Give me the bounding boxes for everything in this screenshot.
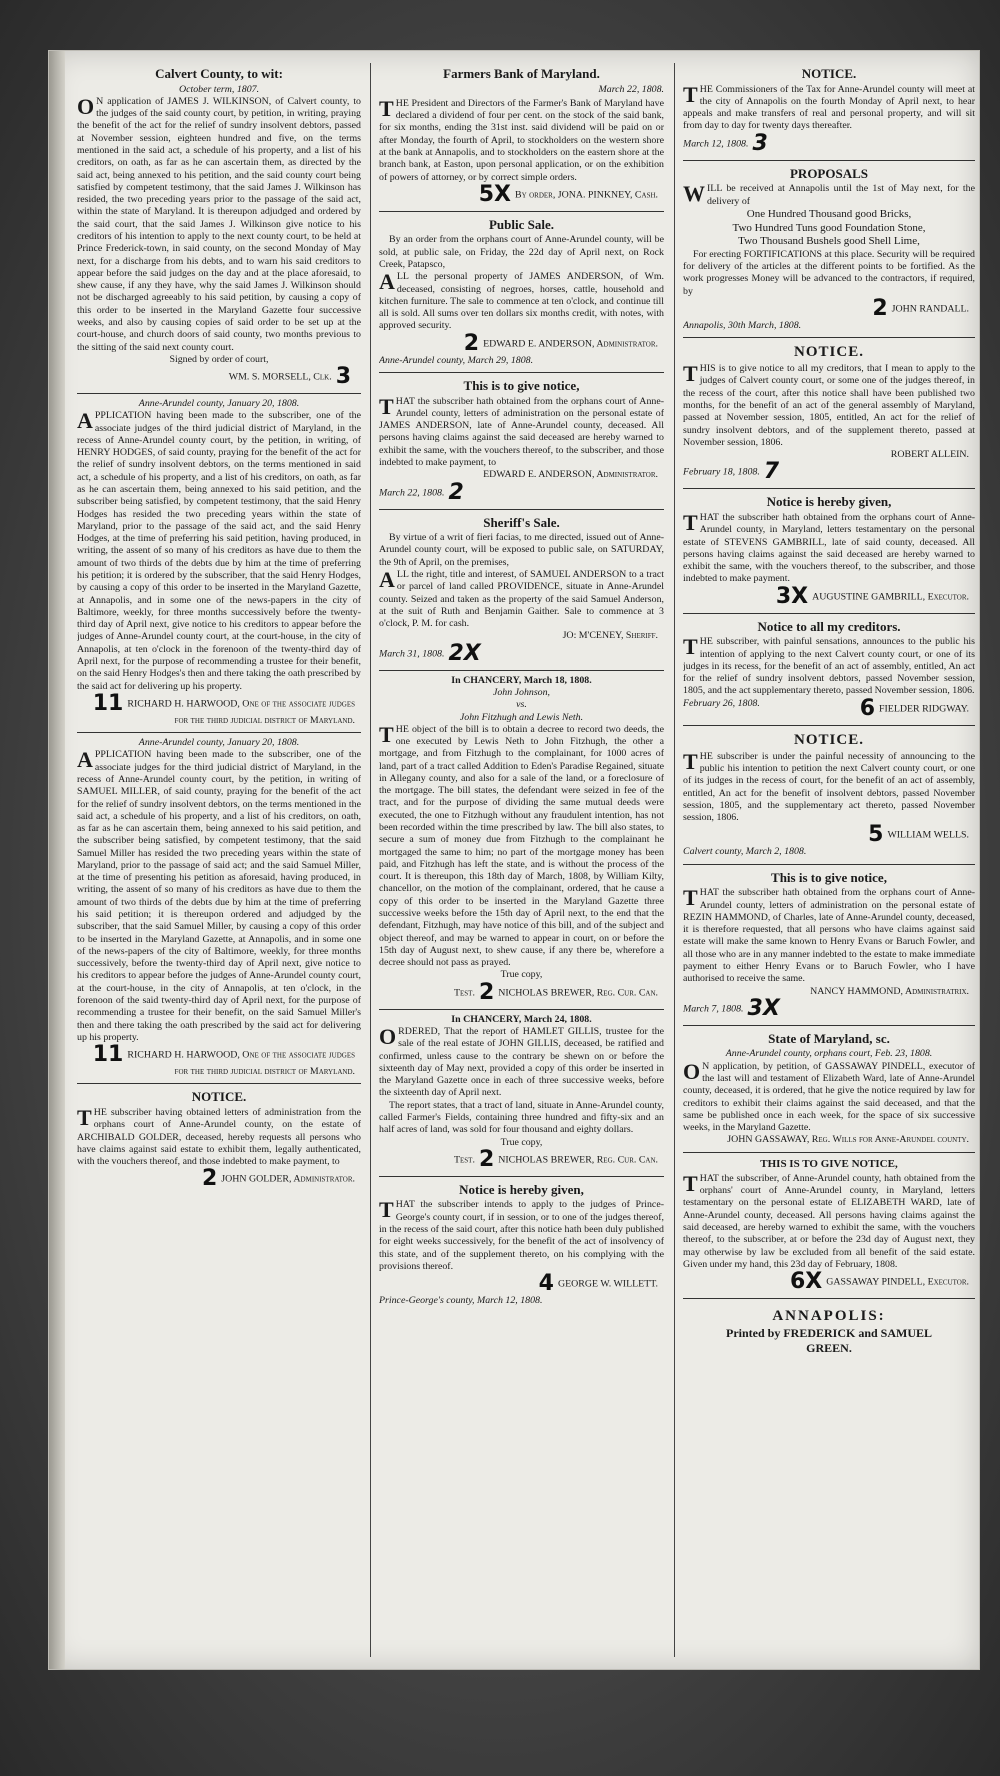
notice-place-date: [683, 995, 975, 1021]
signature-text: By order, JONA. PINKNEY, Cash.: [514, 189, 658, 201]
notice-signature: [379, 1273, 664, 1295]
notice-intro: By virtue of a writ of fieri facias, to me directed, issued out of Anne-Arundel county court, will be exposed to public sale, on SATURDAY, the 9th of April, on the premises,: [379, 532, 664, 568]
notice-body: APPLICATION having been made to the subscriber, one of the associate judges of the third judicial district of Maryland, in the recess of Anne-Arundel county court, by the petition, in writing, of HENRY HODGES, of said county, praying for the benefit of the act for the relief of sundry insolvent debtors, on the terms mentioned in said act, a schedule of his property, and a list of his creditors, on oath, as far as he can ascertain them, being annexed to his said petition, and the subscriber being satisfied, by competent testimony, that the said Henry Hodges has resided the two preceding years within the state of Maryland, prior to the passage of the said act, and the said Henry Hodges, at the time of preferring his said petition, having produced, in writing, the assent of so many of his creditors as have due to them the amount of two thirds of the debts due by him at the time of preferring his petition; it is ordered by the subscriber, that the said Henry Hodges, by causing a copy of this order to be inserted in the Maryland Gazette, at Annapolis, and in some one of the news-papers in the city of Baltimore, weekly, for three months successively before the twenty-third day of April next, give notice to his creditors to appear before the judges of Anne-Arundel county court, at the court-house, in the city of Annapolis, at ten o'clock in the forenoon of the twenty-third day of April next, for the purpose of recommending a trustee for their benefit, on the said Henry Hodges's then and there taking the oath prescribed by the said act for delivering up his property.: [77, 408, 361, 692]
handwritten-mark: 2: [478, 1146, 495, 1172]
proposal-item: Two Thousand Bushels good Shell Lime,: [738, 235, 920, 248]
notice-heading: Sheriff's Sale.: [483, 514, 560, 530]
handwritten-mark: 2: [872, 295, 888, 321]
handwritten-mark: 11: [92, 1042, 124, 1068]
signature-text: WM. S. MORSELL, Clk.: [228, 371, 332, 383]
notice-body: THAT the subscriber, of Anne-Arundel county, hath obtained from the orphans' court of Anne-Arundel county, in Maryland, letters testamentary on the personal estate of ELIZABETH WARD, late of Anne-Arundel county, deceased. All persons having claims against the said deceased, are hereby warned to exhibit the same, with the vouchers thereof, to the subscriber, at or before the 23d day of August next, they may otherwise by law be excluded from all benefit of the said estate. Given under my hand, this 23d day of February, 1808.: [683, 1170, 975, 1270]
notice-heading: THIS IS TO GIVE NOTICE,: [760, 1157, 898, 1170]
column-right: [683, 65, 975, 1659]
notice-body: THAT the subscriber intends to apply to the judges of Prince-George's county court, if in session, or to one of the judges thereof, in the recess of the said court, after this notice hath been duly published for eight weeks successively, for the benefit of the act of insolvency of this state, and of the supplement thereto, on his complying with the provisions thereof.: [379, 1197, 664, 1272]
notice-farmers-bank: [379, 66, 664, 206]
notice-signature: JOHN GASSAWAY, Reg. Wills for Anne-Arundel county.: [727, 1134, 969, 1146]
notice-body: THE President and Directors of the Farmer's Bank of Maryland have declared a dividend of four per cent. on the stock of the said bank, for six months, ending the 31st inst. said dividend will be paid on or after Monday, the fourth of April, to stockholders on the western shore at the bank at Annapolis, and to stockholders on the eastern shore at the branch bank, at Easton, upon personal application, or on the exhibition of powers of attorney, or by correct simple orders.: [379, 95, 664, 183]
notice-signature: [683, 695, 975, 721]
notice-body: For erecting FORTIFICATIONS at this place. Security will be required for delivery of the articles at the different points to be fortified. As the work progresses Money will be advanced to the contractors, if required, by: [683, 248, 975, 297]
page-binding-edge: [49, 51, 65, 1669]
signature-text: JOHN GOLDER, Administrator.: [221, 1173, 355, 1185]
notice-heading: Notice is hereby given,: [459, 1181, 584, 1197]
notice-chancery-gillis: [379, 1009, 664, 1171]
notice-signature: [77, 366, 361, 388]
notice-signature: EDWARD E. ANDERSON, Administrator.: [483, 469, 658, 481]
notice-public-sale: [379, 211, 664, 367]
notice-signed-line: Signed by order of court,: [169, 353, 269, 365]
signature-text: GASSAWAY PINDELL, Executor.: [826, 1276, 969, 1288]
signature-text: GEORGE W. WILLETT.: [557, 1278, 658, 1290]
place-date-text: February 26, 1808.: [683, 697, 760, 709]
notice-heading: NOTICE.: [794, 731, 864, 748]
notice-state-of-maryland: [683, 1025, 975, 1147]
notice-intro: WILL be received at Annapolis until the 1st of May next, for the delivery of: [683, 181, 975, 207]
notice-body: THE subscriber having obtained letters of administration from the orphans court of Anne-Arundel county, on the estate of ARCHIBALD GOLDER, deceased, hereby requests all persons who have claims against said estate to exhibit them, legally authenticated, with the vouchers thereof, and those indebted to make payment, to: [77, 1105, 361, 1168]
notice-body: THAT the subscriber hath obtained from the orphans court of Anne-Arundel county, in Maryland, letters testamentary on the personal estate of STEVENS GAMBRILL, late of said county, deceased. All persons having claims against the said deceased are hereby warned to exhibit the same, with the vouchers thereof, to the subscriber, and those indebted to make payment.: [683, 510, 975, 585]
notice-signature: [379, 181, 664, 207]
notice-hodges: [77, 393, 361, 727]
notice-proposals: [683, 160, 975, 332]
handwritten-mark: 4: [538, 1271, 554, 1297]
notice-heading: Farmers Bank of Maryland.: [443, 66, 600, 81]
handwritten-mark: 7: [763, 459, 780, 485]
handwritten-mark: 2: [201, 1166, 218, 1192]
true-copy-line: True copy,: [500, 1136, 543, 1148]
handwritten-mark: 6: [859, 695, 876, 721]
notice-wilkinson: [77, 66, 361, 388]
notice-body: THE Commissioners of the Tax for Anne-Arundel county will meet at the city of Annapolis on the fourth Monday of April next, to hear appeals and make transfers of real and personal property, and will sit from day to day for twenty days thereafter.: [683, 81, 975, 132]
notice-signature: [683, 1271, 975, 1293]
handwritten-mark: 11: [92, 690, 124, 716]
party-complainant: John Johnson,: [492, 686, 551, 698]
notice-body-2: The report states, that a tract of land, situate in Anne-Arundel county, called Farmer's Fields, containing three hundred and fifty-six and an half acres of land, was sold for four thousand and eighty dollars.: [379, 1099, 664, 1136]
notice-willett: [379, 1176, 664, 1308]
notice-heading: In CHANCERY, March 24, 1808.: [451, 1013, 592, 1025]
signature-text: FIELDER RIDGWAY.: [879, 702, 969, 714]
notice-place-date: Calvert county, March 2, 1808.: [683, 846, 807, 858]
notice-heading: NOTICE.: [191, 1089, 247, 1105]
imprint-city: ANNAPOLIS:: [772, 1308, 886, 1325]
notice-heading: This is to give notice,: [463, 377, 580, 393]
notice-body: THAT the subscriber hath obtained from the orphans court of Anne-Arundel county, letters of administration on the personal estate of REZIN HAMMOND, of Charles, late of Anne-Arundel county, deceased, it is therefore requested, that all persons who have claims against said estate will make the same known to Henry Evans or Baruch Fowler, and all those who are in any manner indebted to the estate to make immediate payment to either Henry Evans or to Baruch Fowler, who I have authorised to receive the same.: [683, 885, 975, 985]
notice-body: THAT the subscriber hath obtained from the orphans court of Anne-Arundel county, letters of administration on the personal estate of JAMES ANDERSON, late of Anne-Arundel county, deceased. All persons having claims against the said deceased are hereby warned to exhibit the same, with the vouchers thereof, to the subscriber, and those indebted to make payment, to: [379, 393, 664, 468]
notice-body: ON application, by petition, of GASSAWAY PINDELL, executor of the last will and testament of Elizabeth Ward, late of Anne-Arundel county, deceased, it is ordered, that he give the notice required by law for creditors to exhibit their claims against the said deceased, and that the same be published once in each week, for the space of six successive weeks, in the Maryland Gazette.: [683, 1058, 975, 1134]
handwritten-mark: 3X: [747, 995, 780, 1021]
signature-text: RICHARD H. HARWOOD, One of the associate judges for the third judicial district of Maryland.: [127, 1049, 355, 1078]
notice-signature: [77, 1168, 361, 1190]
notice-signature: [379, 979, 664, 1005]
handwritten-mark: 3: [335, 364, 351, 390]
place-date-text: March 31, 1808.: [379, 647, 445, 659]
handwritten-mark: 3: [752, 130, 768, 156]
notice-pindell: [683, 1152, 975, 1293]
notice-tax-commissioners: [683, 66, 975, 155]
place-date-text: March 7, 1808.: [683, 1003, 744, 1015]
notice-place-date: [683, 461, 975, 483]
notice-place-date: [379, 640, 664, 666]
proposal-item: One Hundred Thousand good Bricks,: [746, 207, 912, 220]
notice-body: ALL the right, title and interest, of SAMUEL ANDERSON to a tract or parcel of land called PROVIDENCE, situate in Anne-Arundel county. Seized and taken as the property of the said Samuel Anderson, at the suit of Ruth and Benjamin Gaither. Sale to commence at 3 o'clock, P. M. for cash.: [379, 566, 664, 630]
party-defendants: John Fitzhugh and Lewis Neth.: [459, 711, 584, 723]
true-copy-line: True copy,: [500, 969, 543, 981]
place-date-text: March 12, 1808.: [683, 137, 749, 149]
signature-text: JOHN RANDALL.: [891, 303, 969, 315]
notice-heading: Notice is hereby given,: [766, 494, 892, 510]
signature-text: NICHOLAS BREWER, Reg. Cur. Can.: [498, 986, 658, 998]
handwritten-mark: 2: [463, 330, 480, 356]
column-left: [77, 65, 361, 1659]
column-rule: [370, 63, 371, 1657]
notice-place-date: [379, 479, 664, 505]
signature-text: WILLIAM WELLS.: [887, 829, 969, 841]
notice-heading: Public Sale.: [488, 216, 554, 232]
handwritten-mark: 5X: [478, 181, 511, 207]
notice-signature: [683, 824, 975, 846]
newspaper-page: [48, 50, 980, 1670]
notice-signature: ROBERT ALLEIN.: [890, 449, 969, 461]
notice-sheriffs-sale: [379, 509, 664, 665]
column-rule: [674, 63, 675, 1657]
imprint-printers-2: GREEN.: [806, 1340, 852, 1355]
party-versus: vs.: [516, 699, 527, 711]
notice-body: ORDERED, That the report of HAMLET GILLIS, trustee for the sale of the real estate of JOHN GILLIS, deceased, be ratified and confirmed, unless cause to the contrary be shewn on or before the sixteenth day of May next, provided a copy of this order be inserted in the Maryland Gazette once in each of three successive weeks, before the sixteenth day of April next.: [379, 1023, 664, 1099]
notice-gambrill: [683, 488, 975, 607]
notice-heading: Calvert County, to wit:: [155, 66, 283, 81]
notice-signature: JO: M'CENEY, Sheriff.: [562, 630, 658, 642]
notice-miller: [77, 732, 361, 1078]
imprint-printers: Printed by FREDERICK and SAMUEL: [725, 1325, 933, 1340]
notice-body: ON application of JAMES J. WILKINSON, of Calvert county, to the judges of the said county court, by petition, in writing, praying the benefit of the act for the relief of sundry insolvent debtors, passed at November session, eighteen hundred and five, on the terms mentioned in the said act, a schedule of his property, and a list of his creditors, on oath, as far as he can ascertain them, as directed by the said act, being annexed to his petition, and the said county court being satisfied by competent testimony, that the said James J. Wilkinson has resided, the two preceding years prior to the passage of the said act, within the state of Maryland. It is thereupon adjudged and ordered by the said court, that the said James J. Wilkinson give notice to his creditors of his intention to apply to the next county court, to be held at Prince Frederick-town, in said county, on the second Monday of May next, for a discharge from his debts, and to warn his said creditors to appear before the said judges on the day and at the place aforesaid, to shew cause, if any they have, why the said James J. Wilkinson should not be discharged agreeably to his said petition, by causing a copy of this order to be inserted in the Maryland Gazette four successive weeks, and also by causing copies of said order to be set up at the court-house, and church doors of said county, two months previous to the sitting of the said next county court.: [77, 93, 361, 353]
notice-body: THIS is to give notice to all my creditors, that I mean to apply to the judges of Calvert county court, or some one of the judges thereof, in the recess of the court, after this notice shall have been published two months, for the benefit of an act of the general assembly of Maryland, passed at November session, 1805, entitled, An act for the relief of sundry insolvent debtors, and of the supplement thereto, passed at November session, 1806.: [683, 361, 975, 448]
notice-body: ALL the personal property of JAMES ANDERSON, of Wm. deceased, consisting of negroes, horses, cattle, household and kitchen furniture. The sale to commence at ten o'clock, and continue till all is sold. All sums over ten dollars six months credit, with notes, with approved security.: [379, 269, 664, 332]
notice-golder: [77, 1083, 361, 1190]
notice-dateline: Anne-Arundel county, January 20, 1808.: [138, 737, 300, 749]
notice-place-date: [683, 130, 975, 156]
notice-signature: [379, 330, 664, 356]
proposal-item: Two Hundred Tuns good Foundation Stone,: [732, 221, 926, 234]
notice-dateline: October term, 1807.: [178, 83, 260, 95]
notice-body: THE subscriber is under the painful necessity of announcing to the public his intention to petition the next Calvert county court, or one of its judges in the recess of court, for the benefit of an act of assembly, entitled, An act for the benefit of insolvent debtors, passed November session, 1805, and the supplementary act thereto, passed November session, 1806.: [683, 748, 975, 824]
notice-dateline: March 22, 1808.: [598, 83, 664, 95]
handwritten-mark: 2X: [448, 640, 481, 666]
notice-heading: In CHANCERY, March 18, 1808.: [451, 674, 592, 686]
notice-dateline: Anne-Arundel county, orphans court, Feb. 23, 1808.: [725, 1048, 933, 1060]
printer-imprint: [683, 1298, 975, 1355]
place-date-text: February 18, 1808.: [683, 466, 760, 478]
notice-dateline: Anne-Arundel county, January 20, 1808.: [138, 398, 300, 410]
notice-anderson-admin: [379, 372, 664, 504]
test-label: Test.: [453, 986, 475, 998]
notice-wells: [683, 725, 975, 859]
notice-heading: PROPOSALS: [789, 165, 868, 181]
notice-place-date: Anne-Arundel county, March 29, 1808.: [379, 354, 534, 366]
signature-text: EDWARD E. ANDERSON, Administrator.: [483, 337, 658, 349]
notice-intro: By an order from the orphans court of Anne-Arundel county, will be sold, at public sale, on Friday, the 22d day of April next, on Rock Creek, Patapsco,: [379, 234, 664, 270]
notice-signature: [379, 1146, 664, 1172]
place-date-text: March 22, 1808.: [379, 486, 445, 498]
notice-signature: [77, 690, 361, 727]
handwritten-mark: 2: [478, 979, 495, 1005]
notice-body: THE subscriber, with painful sensations, announces to the public his intention of applying to the next Calvert county court, or one of its judges in its recess, for the benefit of an act of assembly, entitled, An act for the relief of sundry insolvent debtors, passed November session, 1805, and the act supplementary thereto, passed November session, 1806.: [683, 634, 975, 697]
signature-text: NICHOLAS BREWER, Reg. Cur. Can.: [498, 1154, 658, 1166]
notice-signature: NANCY HAMMOND, Administratrix.: [810, 985, 969, 997]
notice-signature: [77, 1044, 361, 1078]
notice-ridgway: [683, 613, 975, 720]
notice-place-date: Annapolis, 30th March, 1808.: [683, 319, 802, 331]
notice-allein: [683, 337, 975, 483]
notice-signature: [683, 583, 975, 609]
notice-body: APPLICATION having been made to the subscriber, one of the associate judges for the third judicial district of Maryland, in the recess of Anne-Arundel county court, by the petition, in writing of SAMUEL MILLER, of said county, praying for the benefit of the act for the relief of sundry insolvent debtors, on the terms mentioned in the said act, a schedule of his property, and a list of his creditors, on oath, as far as he can ascertain them, being annexed to his said petition, and the subscriber being satisfied, by competent testimony, that the said Samuel Miller has resided the two preceding years within the state of Maryland, prior to the passage of said act; and the said Samuel Miller, at the time of presenting his petition as aforesaid, having produced, in writing, the assent of so many of his creditors as have due to them the amount of two thirds of the debts due by him at the time of preferring his said petition; it is thereupon ordered and adjudged by the subscriber, that the said Samuel Miller, by causing a copy of this order to be inserted in the Maryland Gazette, at Annapolis, and in some one of the news-papers of the city of Baltimore, weekly, for three months successively, before the twenty-third day of April next, give notice to his creditors to appear before the judges of Anne-Arundel county court, at the court-house, in the city of Annapolis, at ten o'clock, in the forenoon of the said twenty-third day of April next, for the purpose of recommending a trustee for their benefit, on the said Samuel Miller's then and there taking the oath prescribed by the said act for delivering up his property.: [77, 747, 361, 1043]
handwritten-mark: 2: [448, 479, 464, 505]
notice-heading: State of Maryland, sc.: [768, 1030, 890, 1046]
notice-hammond: [683, 864, 975, 1020]
notice-chancery-johnson: [379, 670, 664, 1004]
notice-signature: [683, 295, 975, 321]
test-label: Test.: [453, 1154, 475, 1166]
notice-heading: NOTICE.: [801, 66, 857, 81]
column-middle: [379, 65, 664, 1659]
signature-text: AUGUSTINE GAMBRILL, Executor.: [812, 590, 969, 602]
notice-heading: This is to give notice,: [771, 869, 887, 885]
notice-body: THE object of the bill is to obtain a decree to record two deeds, the one executed by Lewis Neth to John Fitzhugh, the other a mortgage, and from Fitzhugh to the complainant, for 1000 acres of land, part of a tract called Addition to Eden's Paradise Regained, situate in Allegany county, and also for a sale of the land, or a foreclosure of the mortgage. The bill states, the defendant were seized in fee of the tract, and for the purpose of dividing the same mutual deeds were executed, the one to Fitzhugh without any fraudulent intention, has not been recorded within the time prescribed by law. The bill also states, to secure a sum of money due from Fitzhugh to the complainant he mortgaged the same to him; no part of the mortgage money has been paid, and Fitzhugh has left the state, and is without the process of the court. It is thereupon, this 18th day of March, 1808, by William Kilty, chancellor, on the motion of the complainant, ordered, that he cause a copy of this order to be inserted in the Maryland Gazette three successive weeks before the 15th day of April next, to the end that the defendant, Fitzhugh, may have notice of this bill, and of the subject and object thereof, and may be warned to appear in court, on or before the 15th day of August next, to shew cause, if any there be, wherefore a decree should not pass as prayed.: [379, 721, 664, 969]
notice-heading: NOTICE.: [794, 344, 864, 361]
notice-heading: Notice to all my creditors.: [757, 618, 901, 634]
handwritten-mark: 6X: [789, 1269, 823, 1295]
signature-text: RICHARD H. HARWOOD, One of the associate judges for the third judicial district of Maryland.: [127, 698, 355, 726]
handwritten-mark: 5: [868, 822, 884, 848]
handwritten-mark: 3X: [775, 583, 809, 609]
notice-place-date: Prince-George's county, March 12, 1808.: [379, 1295, 543, 1307]
